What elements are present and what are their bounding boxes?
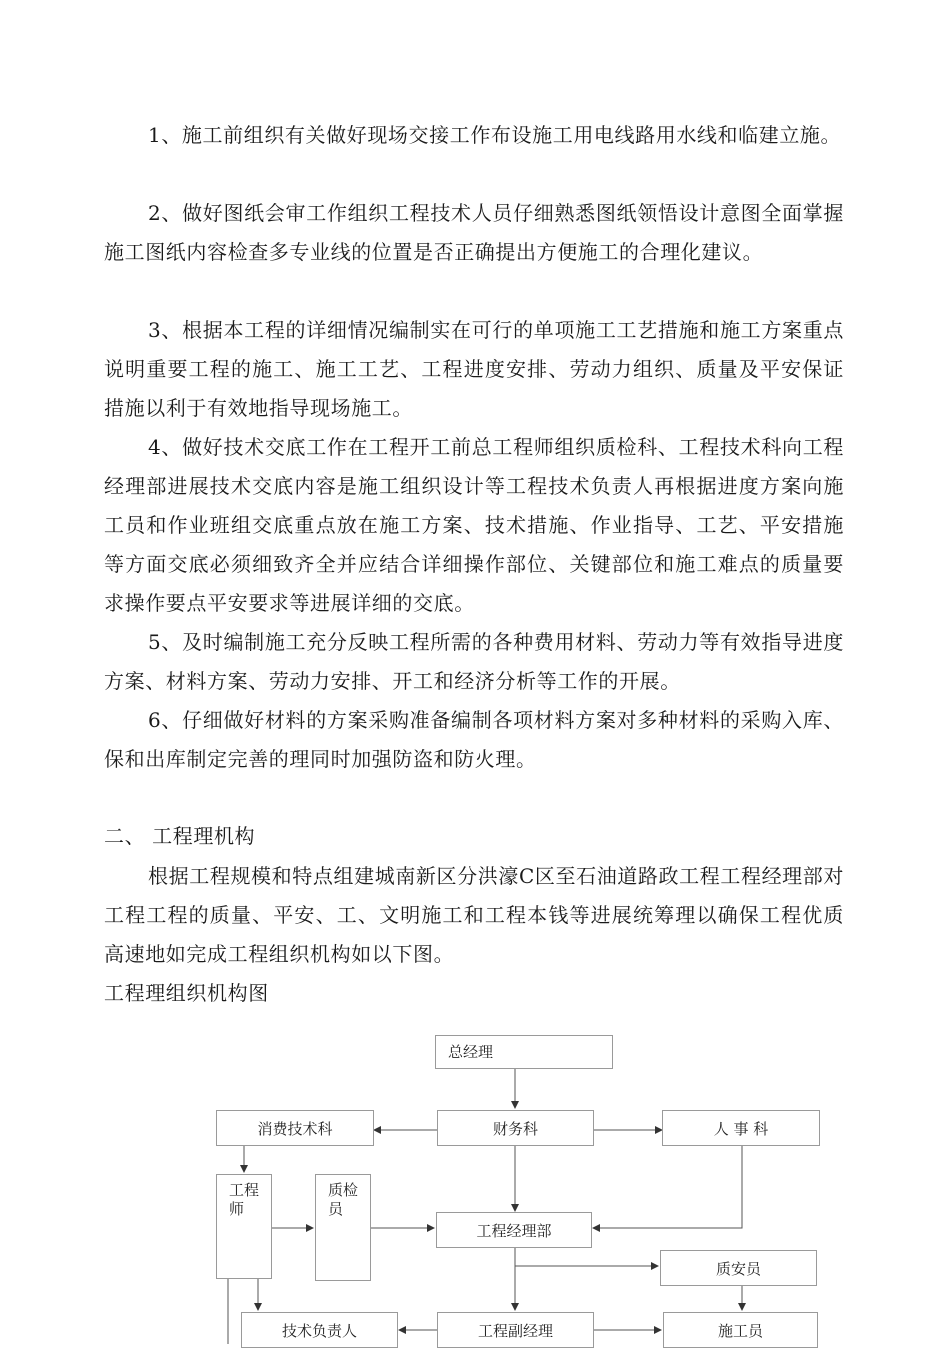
section-body: 根据工程规模和特点组建城南新区分洪濠C区至石油道路政工程工程经理部对工程工程的质量、平安、工、文明施工和工程本钱等进展统筹理以确保工程优质高速地如完成工程组织机构如以下图。 bbox=[104, 864, 844, 966]
org-box-tech-lead: 技术负责人 bbox=[241, 1312, 398, 1348]
org-box-general-manager: 总经理 bbox=[435, 1035, 613, 1069]
chart-caption: 工程理组织机构图 bbox=[104, 981, 269, 1005]
paragraph-2: 2、做好图纸会审工作组织工程技术人员仔细熟悉图纸领悟设计意图全面掌握施工图纸内容检查多专业线的位置是否正确提出方便施工的合理化建议。 bbox=[104, 201, 844, 264]
org-box-inspector: 质检员 bbox=[315, 1174, 371, 1281]
paragraph-5: 5、及时编制施工充分反映工程所需的各种费用材料、劳动力等有效指导进度方案、材料方案、劳动力安排、开工和经济分析等工作的开展。 bbox=[104, 630, 844, 693]
org-box-constructor: 施工员 bbox=[663, 1312, 818, 1348]
paragraph-4: 4、做好技术交底工作在工程开工前总工程师组织质检科、工程技术科向工程经理部进展技术交底内容是施工组织设计等工程技术负责人再根据进度方案向施工员和作业班组交底重点放在施工方案、技术措施、作业指导、工艺、平安措施等方面交底必须细致齐全并应结合详细操作部位、关键部位和施工难点的质量要求操作要点平安要求等进展详细的交底。 bbox=[104, 435, 844, 615]
org-box-deputy-manager: 工程副经理 bbox=[437, 1312, 594, 1348]
org-box-engineer: 工程师 bbox=[216, 1174, 272, 1279]
org-box-hr: 人 事 科 bbox=[662, 1110, 820, 1146]
paragraph-3: 3、根据本工程的详细情况编制实在可行的单项施工工艺措施和施工方案重点说明重要工程的施工、施工工艺、工程进度安排、劳动力组织、质量及平安保证措施以利于有效地指导现场施工。 bbox=[104, 318, 844, 420]
org-box-production-tech: 消费技术科 bbox=[216, 1110, 374, 1146]
org-box-safety-officer: 质安员 bbox=[660, 1250, 817, 1286]
section-heading: 二、 工程理机构 bbox=[104, 824, 256, 848]
org-box-project-dept: 工程经理部 bbox=[436, 1212, 592, 1248]
paragraph-6: 6、仔细做好材料的方案采购准备编制各项材料方案对多种材料的采购入库、保和出库制定完善的理同时加强防盗和防火理。 bbox=[104, 708, 844, 771]
org-box-finance: 财务科 bbox=[437, 1110, 594, 1146]
paragraph-1: 1、施工前组织有关做好现场交接工作布设施工用电线路用水线和临建立施。 bbox=[148, 123, 842, 147]
